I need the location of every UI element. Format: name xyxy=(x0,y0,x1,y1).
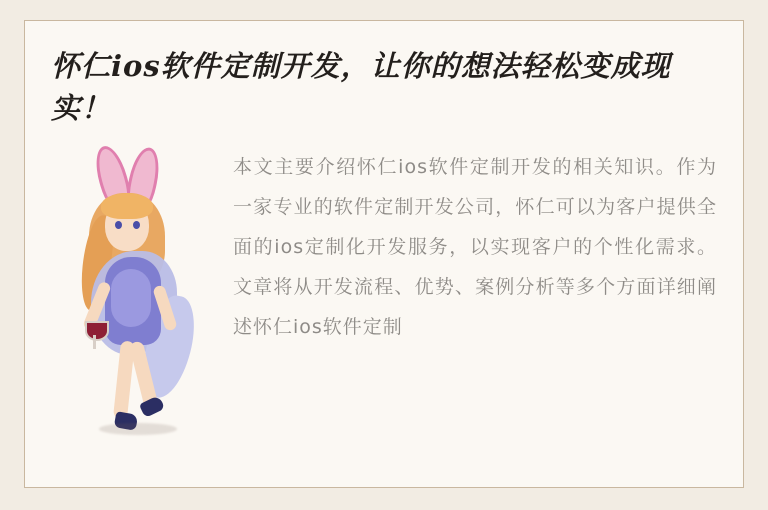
article-paragraph: 本文主要介绍怀仁ios软件定制开发的相关知识。作为一家专业的软件定制开发公司，怀仁可以为客户提供全面的ios定制化开发服务，以实现客户的个性化需求。文章将从开发流程、优势、案例分析等多个方面详细阐述怀仁ios软件定制 xyxy=(233,156,717,338)
anime-girl-illustration xyxy=(55,145,215,445)
wine-glass-stem-shape xyxy=(93,335,96,349)
wine-glass-icon xyxy=(85,321,109,341)
hair-fringe-shape xyxy=(101,193,153,219)
page-inner-frame xyxy=(24,20,744,488)
eye-right-shape xyxy=(133,221,140,229)
eye-left-shape xyxy=(115,221,122,229)
article-body-row xyxy=(51,139,717,445)
dress-highlight-shape xyxy=(111,269,151,327)
article-content xyxy=(25,21,743,487)
page-title: 怀仁ios软件定制开发，让你的想法轻松变成现实！ xyxy=(51,49,671,125)
figure-shadow xyxy=(99,423,177,435)
